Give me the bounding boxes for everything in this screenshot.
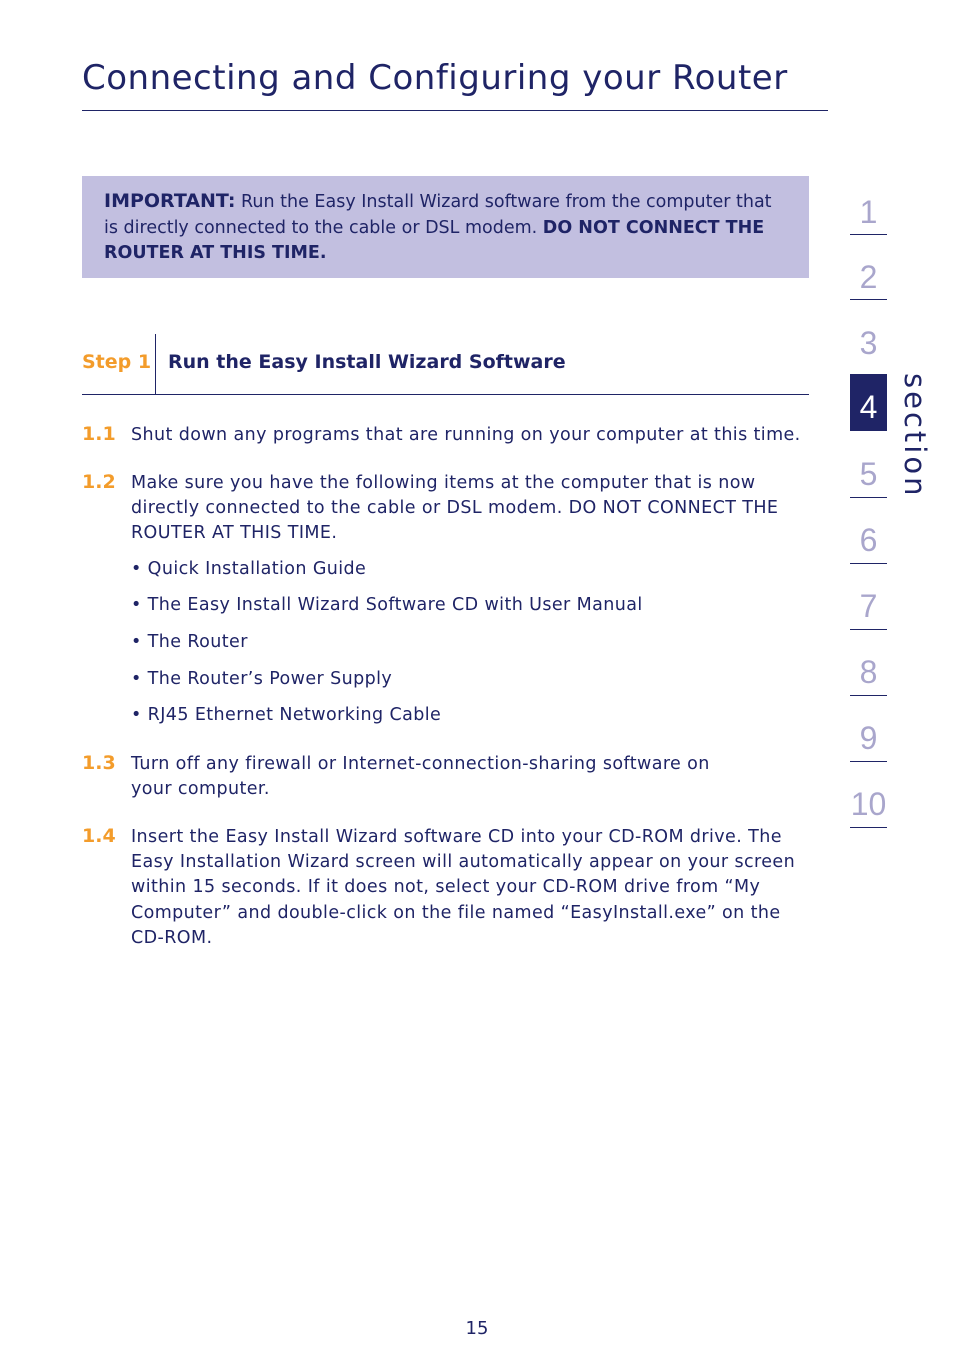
page-title: Connecting and Configuring your Router [82,58,788,98]
important-label: IMPORTANT: [104,190,236,212]
section-nav-item-4-active[interactable]: 4 [850,374,887,431]
item-text: Insert the Easy Install Wizard software CD into your CD-ROM drive. The Easy Installation Wizard screen will automatically appear on your screen within 15 seconds. If it does not, select your CD-ROM drive from “My Computer” and double-click on the file named “EasyInstall.exe” on the CD-ROM. [131,827,796,948]
section-nav-divider [850,563,887,564]
section-nav-item-1[interactable]: 1 [859,194,878,230]
section-nav-item-3[interactable]: 3 [859,325,878,361]
step-header [82,334,809,394]
list-item: • The Router’s Power Supply [131,669,393,689]
section-nav-divider [850,761,887,762]
important-notice [82,176,809,278]
item-number: 1.3 [82,752,116,774]
item-text: Shut down any programs that are running on your computer at this time. [131,425,801,445]
section-nav-item-7[interactable]: 7 [859,588,878,624]
item-number: 1.1 [82,423,116,445]
important-emphasis: DO NOT CONNECT THE ROUTER AT THIS TIME. [104,217,765,263]
step-rule [82,394,809,395]
list-item: • The Easy Install Wizard Software CD with User Manual [131,595,643,615]
section-nav-item-10[interactable]: 10 [850,786,887,822]
step-label: Step 1 [82,351,152,373]
step-divider [155,334,156,394]
step-title: Run the Easy Install Wizard Software [168,351,566,373]
list-item: • The Router [131,632,248,652]
section-nav-divider [850,299,887,300]
section-nav-item-6[interactable]: 6 [859,522,878,558]
list-item: • RJ45 Ethernet Networking Cable [131,705,442,725]
section-nav-item-2[interactable]: 2 [859,259,878,295]
section-nav-item-8[interactable]: 8 [859,654,878,690]
section-nav-divider [850,695,887,696]
section-nav-divider [850,497,887,498]
section-nav-divider [850,234,887,235]
section-label: section [898,373,932,499]
title-divider [82,110,828,111]
item-number: 1.4 [82,825,116,847]
section-nav-item-9[interactable]: 9 [859,720,878,756]
page-number: 15 [465,1318,489,1339]
section-nav-divider [850,827,887,828]
item-text: Turn off any firewall or Internet-connection-sharing software on your computer. [131,754,710,800]
item-number: 1.2 [82,471,116,493]
item-text: Make sure you have the following items at the computer that is now directly connected to the cable or DSL modem. DO NOT CONNECT THE ROUTER AT THIS TIME. [131,473,779,544]
section-nav-item-5[interactable]: 5 [859,456,878,492]
list-item: • Quick Installation Guide [131,559,367,579]
section-nav-divider [850,629,887,630]
important-text: Run the Easy Install Wizard software from the computer that is directly connected to the cable or DSL modem. [104,192,772,238]
